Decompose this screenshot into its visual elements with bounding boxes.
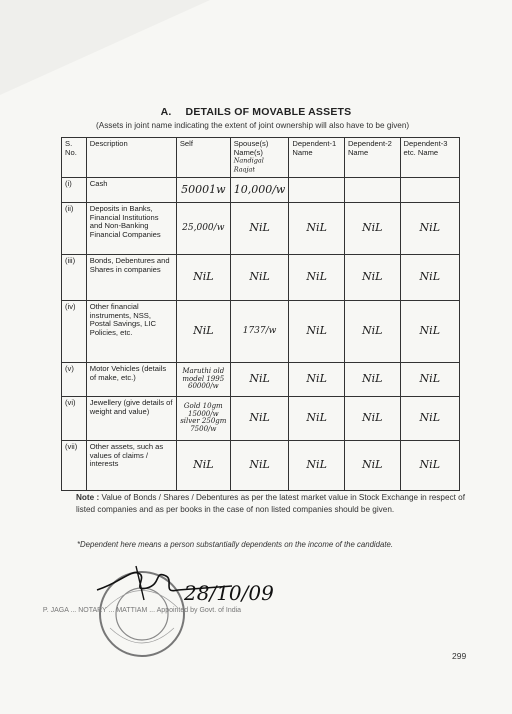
row-description: Bonds, Debentures and Shares in companies (86, 254, 176, 300)
note-text: Value of Bonds / Shares / Debentures as per the latest market value in Stock Exchange in respect of listed companies and as per books in the case of non listed companies should be given. (76, 493, 465, 515)
row-dep3-value: NiL (400, 362, 459, 396)
section-subtitle: (Assets in joint name indicating the extent of joint ownership will also have to be given) (96, 121, 410, 130)
row-dep3-value: NiL (400, 396, 459, 440)
note-label: Note : (76, 493, 100, 502)
row-dep3-value: NiL (400, 440, 459, 490)
header-description: Description (86, 138, 176, 178)
row-dep2-value: NiL (344, 254, 400, 300)
row-dep3-value (400, 177, 459, 202)
table-row (62, 300, 460, 362)
row-description: Other financial instruments, NSS, Postal Savings, LIC Policies, etc. (86, 300, 176, 362)
section-heading: DETAILS OF MOVABLE ASSETS (185, 106, 352, 118)
signature-date: 28/10/09 (184, 581, 274, 605)
row-self-value: 50001w (176, 177, 230, 202)
row-sno: (i) (62, 177, 87, 202)
row-self-value: NiL (176, 440, 230, 490)
stamp-text: P. JAGA ... NOTARY ... MATTIAM ... Appointed by Govt. of India (42, 607, 242, 614)
row-self-value: Gold 10gm 15000/w silver 250gm 7500/w (176, 396, 230, 440)
header-spouse (230, 138, 289, 178)
table-header-row (62, 138, 460, 178)
header-dependent-3: Dependent-3 etc. Name (400, 138, 459, 178)
row-self-value: Maruthi old model 1995 60000/w (176, 362, 230, 396)
row-self-value: NiL (176, 254, 230, 300)
row-dep1-value: NiL (289, 202, 345, 254)
row-description: Jewellery (give details of weight and value) (86, 396, 176, 440)
table-row (62, 254, 460, 300)
page-number: 299 (452, 651, 467, 661)
row-self-value: 25,000/w (176, 202, 230, 254)
row-dep1-value: NiL (289, 300, 345, 362)
header-spouse-label: Spouse(s) Name(s) (233, 139, 269, 157)
row-dep2-value: NiL (344, 202, 400, 254)
row-dep1-value: NiL (289, 362, 345, 396)
table-row (62, 396, 460, 440)
row-description: Motor Vehicles (details of make, etc.) (86, 362, 176, 396)
header-sno: S. No. (62, 138, 87, 178)
row-dep1-value: NiL (289, 254, 345, 300)
row-dep1-value: NiL (289, 440, 345, 490)
header-self: Self (176, 138, 230, 178)
table-row (62, 362, 460, 396)
header-dependent-1: Dependent-1 Name (289, 138, 345, 178)
row-sno: (ii) (62, 202, 87, 254)
row-dep2-value: NiL (344, 362, 400, 396)
row-dep1-value (289, 177, 345, 202)
row-dep3-value: NiL (400, 254, 459, 300)
section-letter: A. (160, 106, 172, 118)
signature (92, 560, 274, 610)
row-spouse-value: NiL (230, 362, 289, 396)
row-spouse-value: NiL (230, 202, 289, 254)
dependent-definition-note: *Dependent here means a person substantially dependents on the income of the candidate. (77, 540, 393, 549)
row-spouse-value: NiL (230, 440, 289, 490)
table-row (62, 202, 460, 254)
row-dep2-value: NiL (344, 396, 400, 440)
movable-assets-table (61, 137, 460, 491)
row-spouse-value: 1737/w (230, 300, 289, 362)
row-sno: (iv) (62, 300, 87, 362)
spouse-name-handwritten: Nandigal Raajat (233, 156, 264, 174)
row-sno: (vi) (62, 396, 87, 440)
header-dependent-2: Dependent-2 Name (344, 138, 400, 178)
row-dep2-value: NiL (344, 300, 400, 362)
row-dep1-value: NiL (289, 396, 345, 440)
section-title (0, 106, 512, 118)
row-description: Other assets, such as values of claims / interests (86, 440, 176, 490)
table-row (62, 440, 460, 490)
row-spouse-value: NiL (230, 254, 289, 300)
row-self-value: NiL (176, 300, 230, 362)
valuation-note (76, 492, 474, 517)
row-dep2-value: NiL (344, 440, 400, 490)
page-fold-shadow (0, 0, 210, 95)
row-sno: (iii) (62, 254, 87, 300)
row-sno: (v) (62, 362, 87, 396)
row-dep3-value: NiL (400, 300, 459, 362)
row-spouse-value: 10,000/w (230, 177, 289, 202)
row-description: Cash (86, 177, 176, 202)
row-dep2-value (344, 177, 400, 202)
row-description: Deposits in Banks, Financial Institutions and Non-Banking Financial Companies (86, 202, 176, 254)
row-dep3-value: NiL (400, 202, 459, 254)
row-sno: (vii) (62, 440, 87, 490)
row-spouse-value: NiL (230, 396, 289, 440)
table-row (62, 177, 460, 202)
